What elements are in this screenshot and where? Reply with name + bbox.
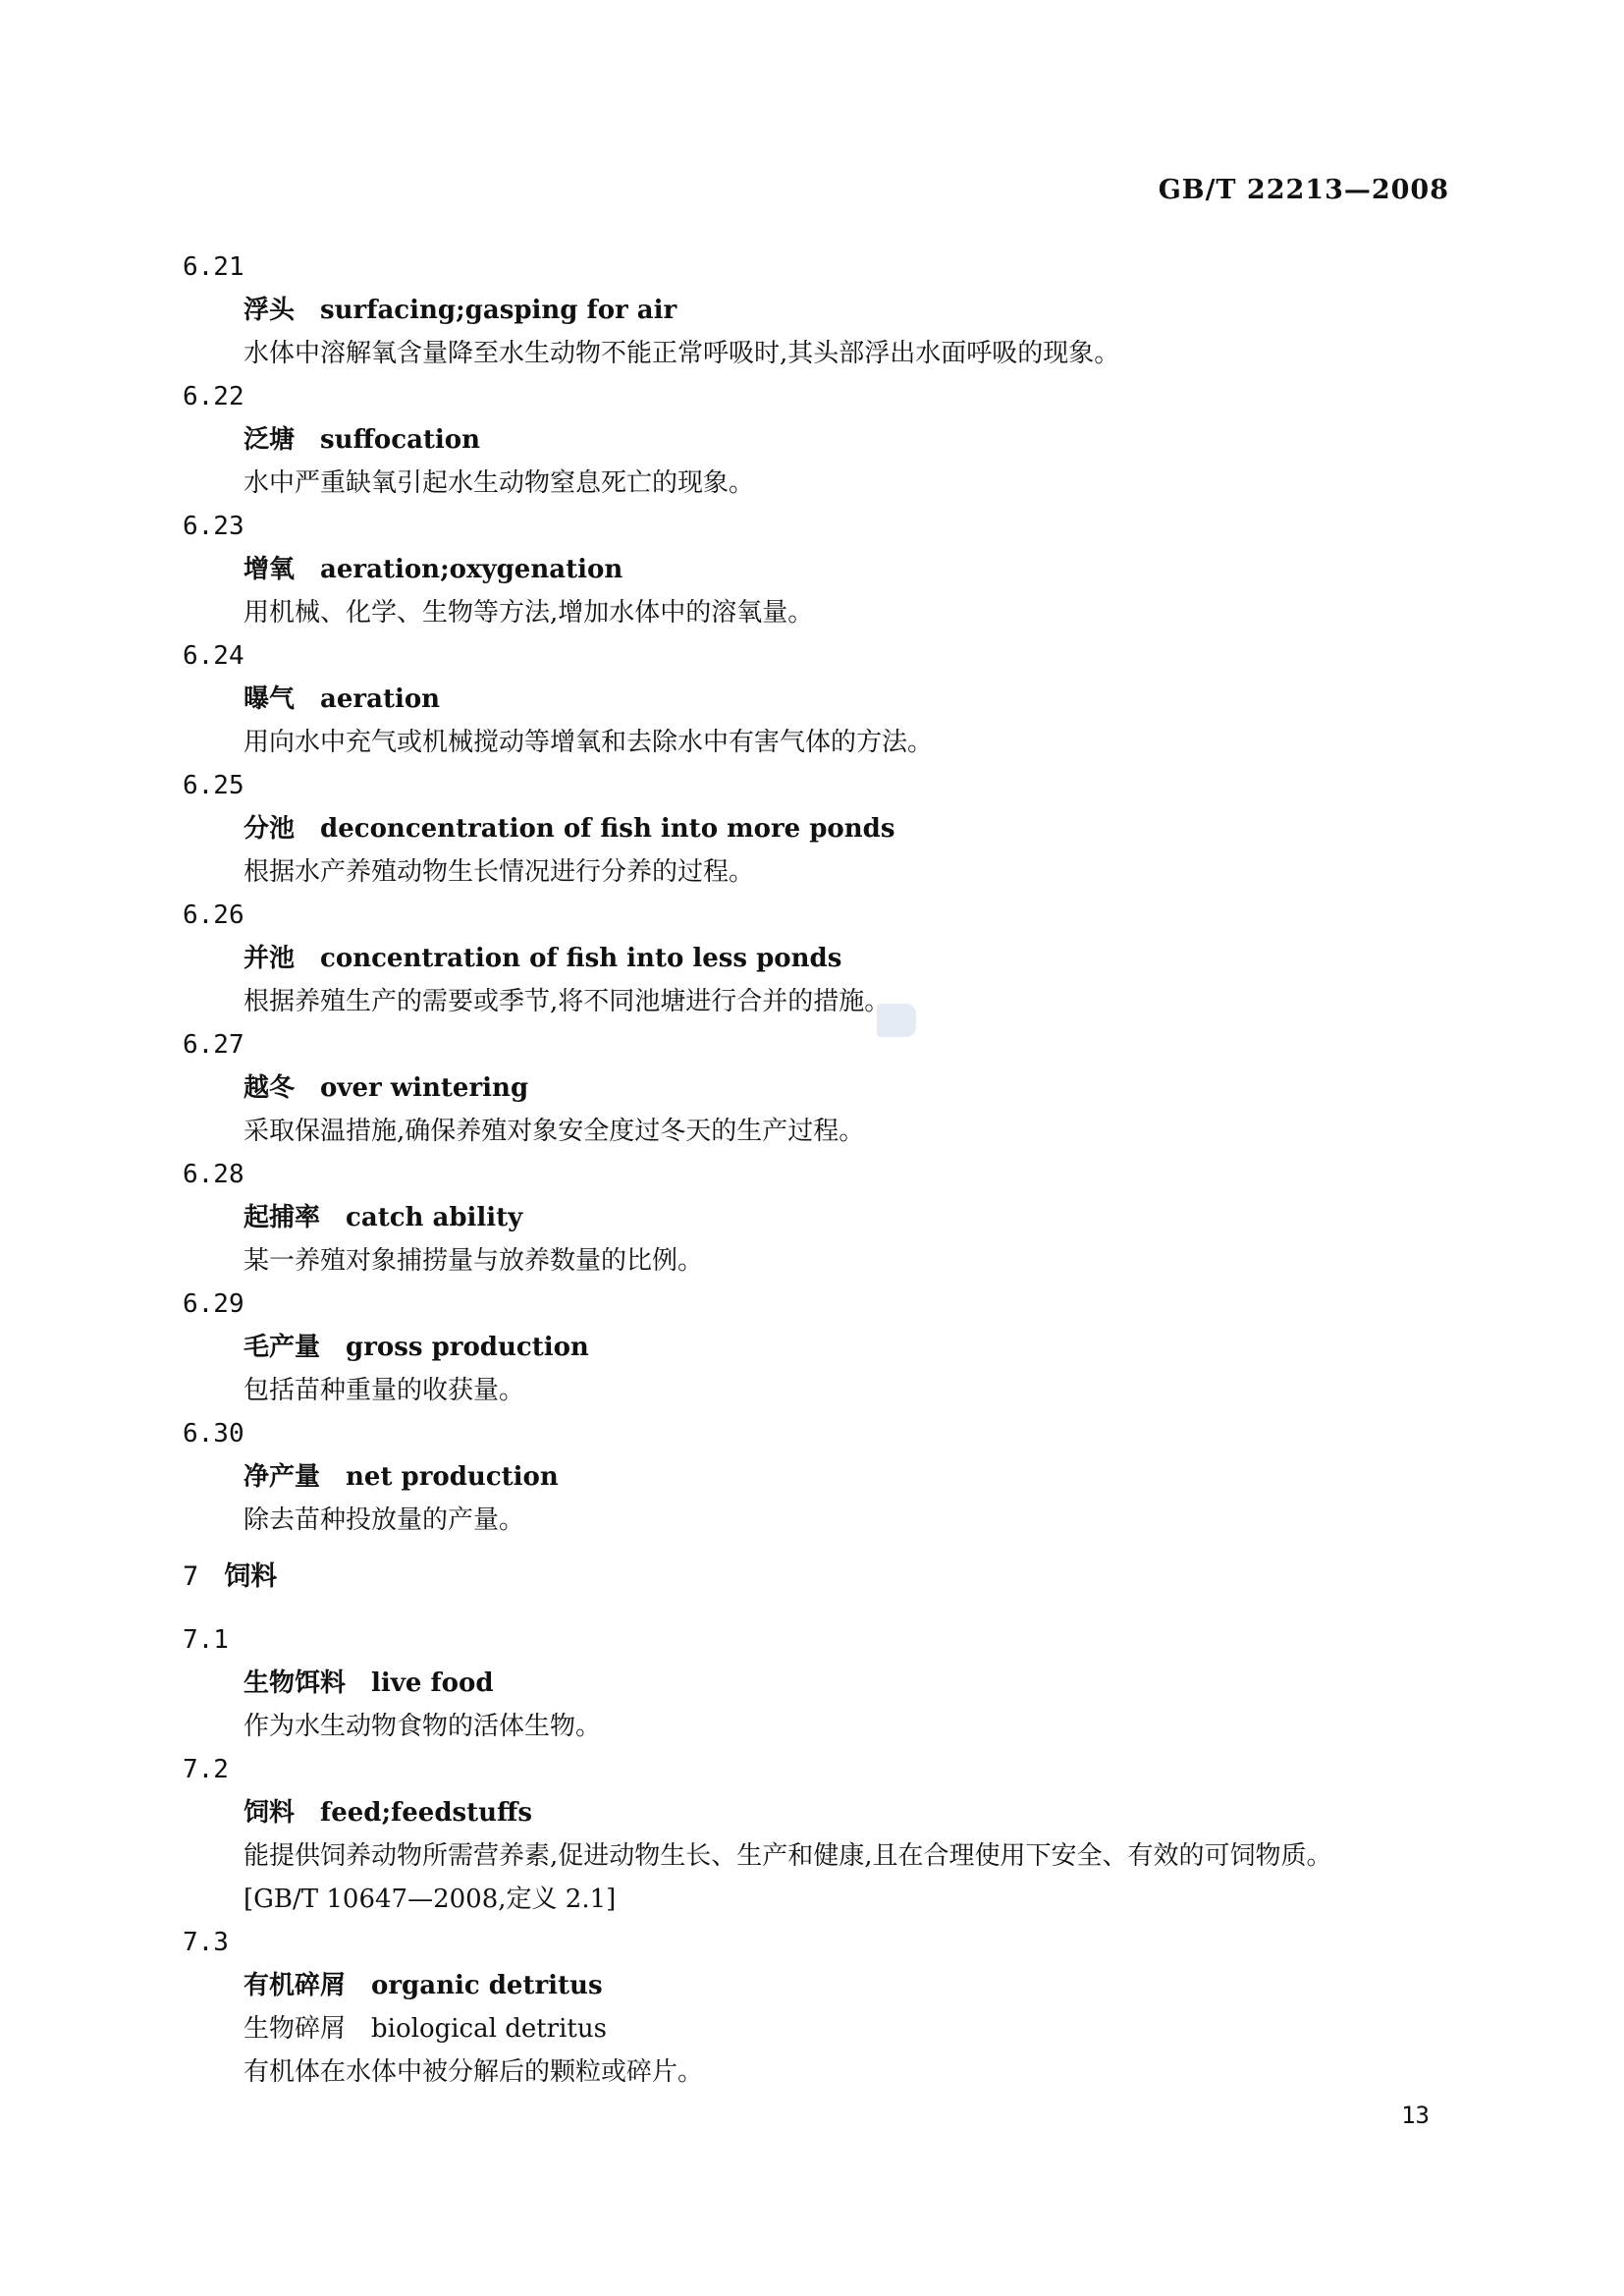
synonym-en: biological detritus: [371, 2014, 607, 2044]
term-en: feed;feedstuffs: [320, 1798, 533, 1828]
document-body: [183, 246, 1459, 2094]
term-en: concentration of fish into less ponds: [320, 944, 842, 973]
term-en: catch ability: [346, 1203, 523, 1232]
term-heading: [244, 1791, 1459, 1834]
term-zh: 浮头: [244, 296, 296, 325]
term-en: deconcentration of fish into more ponds: [320, 814, 895, 844]
term-entry: [183, 894, 1459, 1023]
term-definition: 某一养殖对象捕捞量与放养数量的比例。: [244, 1246, 704, 1276]
entry-number: 6.30: [183, 1419, 244, 1449]
term-zh: 并池: [244, 944, 296, 973]
term-definition: 根据水产养殖动物生长情况进行分养的过程。: [244, 857, 755, 887]
entry-number: 6.27: [183, 1030, 244, 1060]
term-en: live food: [371, 1668, 494, 1698]
term-heading: [244, 548, 1459, 591]
entry-number: 6.22: [183, 382, 244, 411]
standard-code-header: GB/T 22213—2008: [1158, 175, 1449, 205]
entry-number: 6.28: [183, 1160, 244, 1189]
term-entry: [183, 1283, 1459, 1412]
term-zh: 生物饵料: [244, 1668, 347, 1698]
term-en: organic detritus: [371, 1971, 603, 2000]
term-heading: [244, 1326, 1459, 1369]
term-entry: [183, 246, 1459, 375]
term-entry: [183, 1748, 1459, 1921]
term-heading: [244, 1196, 1459, 1239]
term-entry: [183, 634, 1459, 764]
section-title: 饲料: [224, 1561, 278, 1592]
term-zh: 越冬: [244, 1073, 296, 1103]
section-heading: [183, 1556, 1459, 1599]
term-definition: 用向水中充气或机械搅动等增氧和去除水中有害气体的方法。: [244, 728, 934, 757]
term-en: surfacing;gasping for air: [320, 296, 677, 325]
term-definition: 根据养殖生产的需要或季节,将不同池塘进行合并的措施。: [244, 987, 891, 1016]
term-entry: [183, 1412, 1459, 1542]
entry-number: 6.25: [183, 771, 244, 800]
term-source-reference: [GB/T 10647—2008,定义 2.1]: [244, 1885, 617, 1914]
term-heading: [244, 1455, 1459, 1499]
term-definition: 有机体在水体中被分解后的颗粒或碎片。: [244, 2057, 704, 2087]
entry-number: 7.3: [183, 1928, 229, 1957]
term-zh: 有机碎屑: [244, 1971, 347, 2000]
term-en: gross production: [346, 1333, 589, 1362]
term-zh: 饲料: [244, 1798, 296, 1828]
term-heading: [244, 418, 1459, 462]
term-zh: 泛塘: [244, 425, 296, 455]
term-zh: 分池: [244, 814, 296, 844]
term-entry: [183, 505, 1459, 634]
term-heading: [244, 937, 1459, 980]
term-entry: [183, 1921, 1459, 2094]
synonym-zh: 生物碎屑: [244, 2014, 347, 2044]
entry-number: 6.23: [183, 512, 244, 541]
term-synonym: [244, 2007, 1459, 2050]
section-number: 7: [183, 1561, 199, 1592]
term-definition: 采取保温措施,确保养殖对象安全度过冬天的生产过程。: [244, 1117, 865, 1146]
term-heading: [244, 807, 1459, 850]
term-zh: 毛产量: [244, 1333, 321, 1362]
term-zh: 增氧: [244, 555, 296, 584]
entry-number: 6.21: [183, 252, 244, 282]
term-heading: [244, 289, 1459, 332]
entry-number: 7.2: [183, 1755, 229, 1784]
term-entry: [183, 764, 1459, 894]
term-heading: [244, 1964, 1459, 2007]
term-zh: 净产量: [244, 1462, 321, 1492]
term-definition: 除去苗种投放量的产量。: [244, 1505, 525, 1535]
term-heading: [244, 1662, 1459, 1705]
term-definition: 水中严重缺氧引起水生动物窒息死亡的现象。: [244, 468, 755, 498]
page-number: 13: [1401, 2102, 1430, 2129]
term-definition: 包括苗种重量的收获量。: [244, 1376, 525, 1405]
term-entry: [183, 1023, 1459, 1153]
term-en: aeration: [320, 684, 441, 714]
term-en: net production: [346, 1462, 559, 1492]
entry-number: 6.29: [183, 1289, 244, 1319]
term-zh: 曝气: [244, 684, 296, 714]
term-zh: 起捕率: [244, 1203, 321, 1232]
term-en: aeration;oxygenation: [320, 555, 623, 584]
term-entry: [183, 1153, 1459, 1283]
entry-number: 7.1: [183, 1625, 229, 1655]
term-definition: 作为水生动物食物的活体生物。: [244, 1712, 602, 1741]
term-en: over wintering: [320, 1073, 529, 1103]
term-heading: [244, 1066, 1459, 1110]
term-definition: 能提供饲养动物所需营养素,促进动物生长、生产和健康,且在合理使用下安全、有效的可饲物质。: [244, 1841, 1332, 1871]
term-entry: [183, 1618, 1459, 1748]
entry-number: 6.26: [183, 901, 244, 930]
term-entry: [183, 375, 1459, 505]
term-heading: [244, 678, 1459, 721]
term-en: suffocation: [320, 425, 481, 455]
entry-number: 6.24: [183, 641, 244, 671]
term-definition: 水体中溶解氧含量降至水生动物不能正常呼吸时,其头部浮出水面呼吸的现象。: [244, 339, 1120, 368]
term-definition: 用机械、化学、生物等方法,增加水体中的溶氧量。: [244, 598, 814, 628]
